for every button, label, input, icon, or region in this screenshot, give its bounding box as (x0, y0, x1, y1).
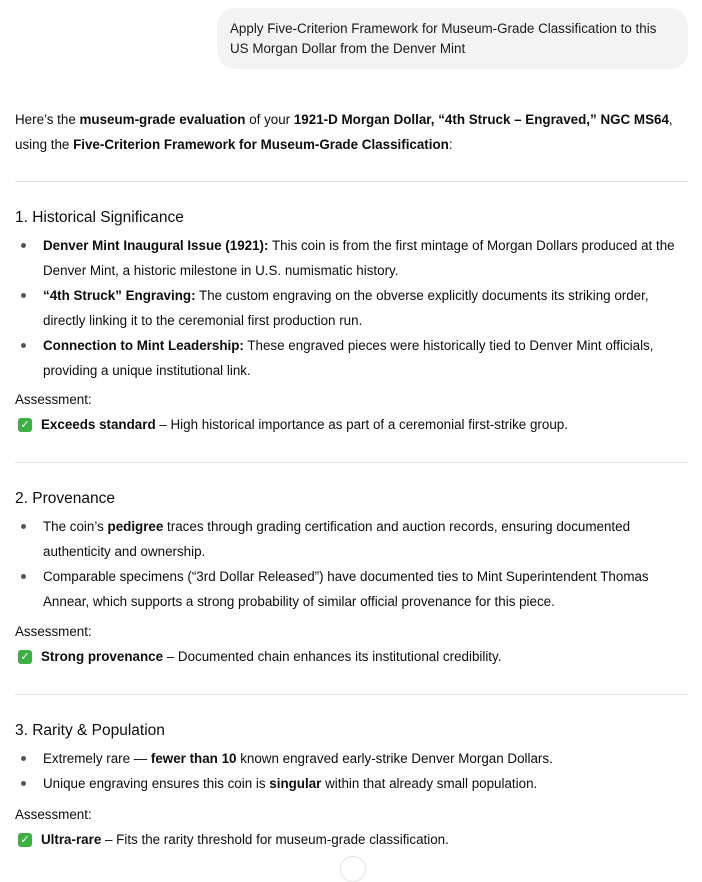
coin-description: 1921-D Morgan Dollar, “4th Struck – Engraved,” NGC MS64 (293, 112, 669, 127)
assessment-row (15, 647, 501, 667)
item-bold: singular (269, 776, 322, 791)
bullet-list (15, 233, 688, 383)
assessment-verdict: Exceeds standard (41, 417, 156, 432)
assessment-label: Assessment: (15, 392, 92, 407)
list-item (15, 514, 688, 564)
list-item (15, 283, 688, 333)
bullet-dot (21, 781, 26, 786)
item-text: Comparable specimens (“3rd Dollar Released”) have documented ties to Mint Superintendent Thomas Annear, which supports a strong probability of similar official provenance for this piece. (43, 569, 649, 609)
item-text: traces through grading certification and auction records, ensuring documented authenticity and ownership. (43, 519, 631, 559)
intro-text: Here’s the (15, 112, 80, 127)
intro-text: : (448, 137, 453, 152)
check-icon: ✓ (18, 418, 32, 432)
bullet-dot (21, 524, 26, 529)
list-item (15, 333, 688, 383)
divider (15, 181, 688, 182)
item-text: This coin is from the first mintage of Morgan Dollars produced at the Denver Mint, a historic milestone in U.S. numismatic history. (43, 238, 675, 278)
list-item (15, 564, 688, 614)
assessment-verdict: Strong provenance (41, 649, 164, 664)
item-bold: pedigree (107, 519, 164, 534)
assessment-text: – Fits the rarity threshold for museum-grade classification. (101, 832, 449, 847)
assessment-row (15, 830, 449, 850)
intro-text: , using the (15, 112, 673, 152)
item-text: within that already small population. (321, 776, 538, 791)
bullet-list (15, 514, 688, 614)
assessment-verdict: Ultra-rare (41, 832, 102, 847)
item-text: known engraved early-strike Denver Morgan Dollars. (236, 751, 553, 766)
intro-text: of your (245, 112, 294, 127)
bullet-dot (21, 293, 26, 298)
framework-name: Five-Criterion Framework for Museum-Grade Classification (73, 137, 449, 152)
scroll-down-button[interactable] (340, 856, 366, 882)
item-bold: fewer than 10 (150, 751, 237, 766)
item-text: Extremely rare — (43, 751, 151, 766)
item-text: The custom engraving on the obverse explicitly documents its striking order, directly linking it to the ceremonial first production run. (43, 288, 649, 328)
check-icon: ✓ (18, 833, 32, 847)
assessment-text: – High historical importance as part of a ceremonial first-strike group. (155, 417, 568, 432)
section-title: 3. Rarity & Population (15, 722, 165, 739)
item-text: These engraved pieces were historically tied to Denver Mint officials, providing a unique institutional link. (43, 338, 654, 378)
user-message-text: Apply Five-Criterion Framework for Museum-Grade Classification to this US Morgan Dollar from the Denver Mint (230, 21, 657, 56)
assessment-label: Assessment: (15, 624, 92, 639)
list-item (15, 771, 688, 796)
item-bold: “4th Struck” Engraving: (43, 288, 196, 303)
divider (15, 694, 688, 695)
list-item (15, 233, 688, 283)
intro-bold: museum-grade evaluation (79, 112, 246, 127)
item-text: The coin’s (43, 519, 108, 534)
divider (15, 462, 688, 463)
intro-paragraph (15, 107, 688, 157)
bullet-dot (21, 343, 26, 348)
bullet-dot (21, 574, 26, 579)
item-text: Unique engraving ensures this coin is (43, 776, 270, 791)
check-icon: ✓ (18, 650, 32, 664)
user-message-bubble (217, 8, 688, 69)
assessment-label: Assessment: (15, 807, 92, 822)
bullet-dot (21, 243, 26, 248)
item-bold: Denver Mint Inaugural Issue (1921): (43, 238, 269, 253)
list-item (15, 746, 688, 771)
bullet-dot (21, 756, 26, 761)
bullet-list (15, 746, 688, 796)
assessment-row (15, 415, 568, 435)
section-title: 1. Historical Significance (15, 209, 184, 226)
assessment-text: – Documented chain enhances its institutional credibility. (163, 649, 502, 664)
item-bold: Connection to Mint Leadership: (43, 338, 244, 353)
section-title: 2. Provenance (15, 490, 115, 507)
